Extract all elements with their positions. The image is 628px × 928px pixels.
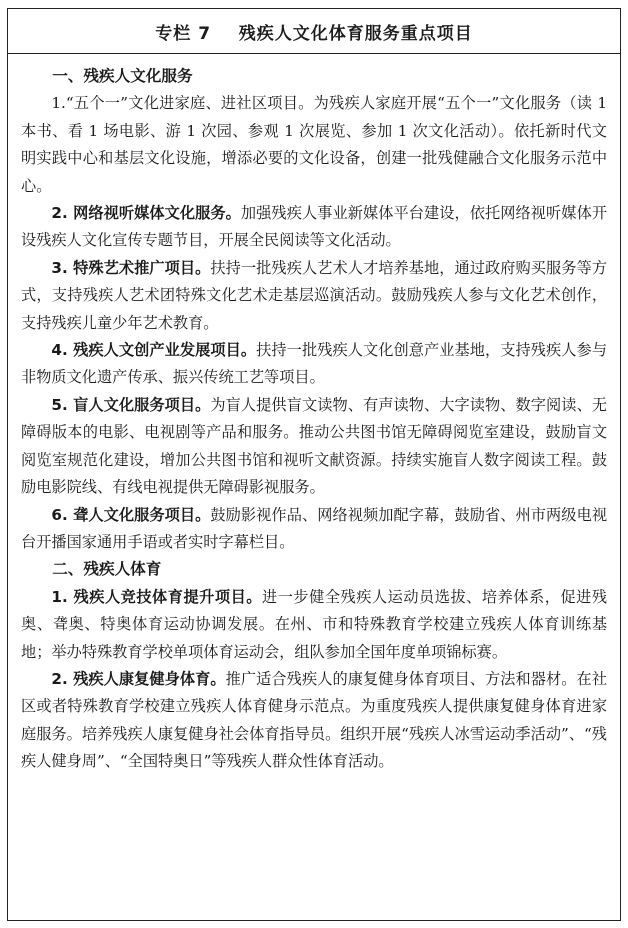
item-text: 扶持一批残疾人文化创意产业基地，支持残疾人参与非物质文化遗产传承、振兴传统工艺等项目。 [21,341,608,387]
section-heading-sports: 二、残疾人体育 [52,560,162,579]
column-content [8,54,620,776]
sports-item-1 [21,584,607,666]
item-text: 推广适合残疾人的康复健身体育项目、方法和器材。在社区或者特殊教育学校建立残疾人体育健身示范点。为重度残疾人提供康复健身体育进家庭服务。培养残疾人康复健身社会体育指导员。组织开展“残疾人冰雪运动季活动”、“残疾人健身周”、“全国特奥日”等残疾人群众性体育活动。 [21,669,608,771]
column-title-bar [8,9,620,54]
item-text: 加强残疾人事业新媒体平台建设，依托网络视听媒体开设残疾人文化宣传专题节目，开展全民阅读等文化活动。 [21,204,608,250]
item-text: 为残疾人家庭开展“五个一”文化服务（读 1 本书、看 1 场电影、游 1 次园、参观 1 次展览、参加 1 次文化活动）。依托新时代文明实践中心和基层文化设施，增添必要的文化设备，创建一批残健融合文化服务示范中心。 [21,94,607,195]
item-lead: 4. 残疾人文创产业发展项目。 [51,341,257,360]
item-lead: 2. 网络视听媒体文化服务。 [51,204,241,223]
item-lead: 2. 残疾人康复健身体育。 [51,669,226,688]
culture-item-1 [21,90,607,200]
column-box [7,8,621,921]
item-text: 扶持一批残疾人艺术人才培养基地，通过政府购买服务等方式，支持残疾人艺术团特殊文化艺术走基层巡演活动。鼓励残疾人参与文化艺术创作，支持残疾儿童少年艺术教育。 [21,258,608,332]
culture-item-2 [21,200,607,255]
item-text: 鼓励影视作品、网络视频加配字幕，鼓励省、州市两级电视台开播国家通用手语或者实时字幕栏目。 [21,505,608,551]
culture-item-6 [21,502,607,557]
culture-item-4 [21,337,607,392]
item-text: 为盲人提供盲文读物、有声读物、大字读物、数字阅读、无障碍版本的电影、电视剧等产品和服务。推动公共图书馆无障碍阅览室建设，鼓励盲文阅览室规范化建设，增加公共图书馆和视听文献资源。持续实施盲人数字阅读工程。鼓励电影院线、有线电视提供无障碍影视服务。 [21,395,608,497]
item-lead: 1. 残疾人竞技体育提升项目。 [51,587,262,606]
culture-item-5 [21,392,607,502]
item-lead: 1.“五个一”文化进家庭、进社区项目。 [51,94,314,113]
column-title: 专栏 7 残疾人文化体育服务重点项目 [155,23,473,44]
item-text: 进一步健全残疾人运动员选拔、培养体系，促进残奥、聋奥、特奥体育运动协调发展。在州、市和特殊教育学校建立残疾人体育训练基地；举办特殊教育学校单项体育运动会，组队参加全国年度单项锦标赛。 [21,587,608,661]
sports-item-2 [21,666,607,776]
item-lead: 6. 聋人文化服务项目。 [51,505,211,524]
item-lead: 3. 特殊艺术推广项目。 [51,258,211,277]
culture-item-3 [21,255,607,337]
section-heading-culture: 一、残疾人文化服务 [52,67,193,85]
item-lead: 5. 盲人文化服务项目。 [51,395,211,414]
